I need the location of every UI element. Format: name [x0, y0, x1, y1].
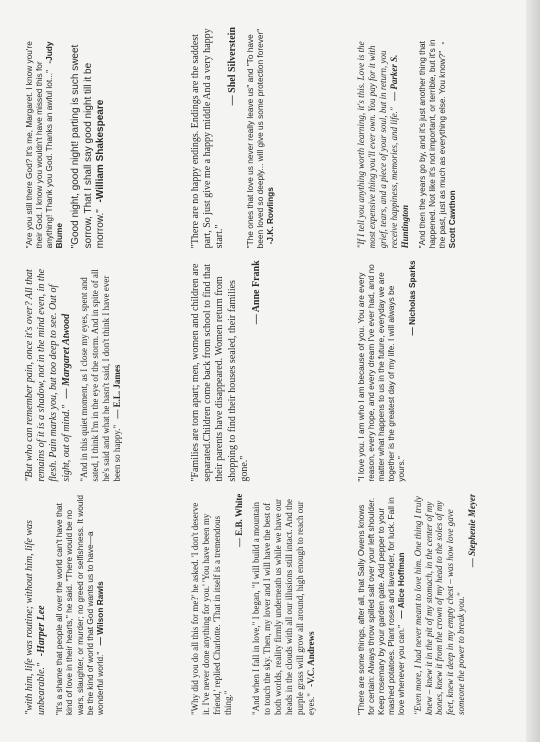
quote-text: "It's a shame that people all over the world can't have that kind of love in their hearts," he said. "There would be no wars, slaughter, or murder; no greed or selfishness. It would be the kind of world that God wants us to have—a wonderful world." [54, 495, 105, 715]
quote-text: "And when I fall in love," I began, "I will build a mountain to touch the sky. Then, my lover and I will have the best of both worlds, reality firmly underneath us while we have our heads in the clouds with all our illusions still intact. And the purple grass will grow all around, high enough to reach our eyes." [250, 499, 316, 715]
quote-text: "If I tell you anything worth learning, it's this. Love is the most expensive thing you'll ever own. You pay for it with grief, tears, and a piece of your soul, but in return, you receive happiness, memories, and life." [356, 41, 399, 249]
quote-text: "There are no happy endings. Endings are the saddest part, So just give me a happy middle And a very happy start." [190, 28, 226, 249]
quote-shakespeare [70, 27, 107, 248]
quote-author: — Wilson Rawls [94, 581, 105, 646]
column-mid [190, 260, 350, 481]
quote-stephenie-meyer [413, 494, 479, 715]
column-mid-right [24, 27, 184, 248]
quote-text: "Why did you do all this for me?' he asked. 'I don't deserve it. I've never done anything for you.' 'You have been my friend,' replied Charlotte. 'That in itself is a tremendous thing." [190, 502, 233, 715]
quote-author: -J.K. Rowlings [264, 187, 275, 245]
scan-edge-shadow [526, 0, 540, 742]
quote-harper-lee [24, 494, 48, 715]
quote-judy-blume [24, 27, 64, 248]
quote-text: "Even more, I had never meant to love him. One thing I truly knew – knew it in the pit of my stomach, in the center of my bones, knew it from the crown of my head to the soles of my feet, knew it deep in my empty chest – was how love gave someone the power to break you." [412, 496, 467, 715]
quote-author: — Anne Frank [250, 260, 262, 325]
quote-eb-white [190, 494, 245, 715]
quote-author: — Margaret Atwood [60, 313, 72, 399]
quote-text: "There are some things, after all, that Sally Owens knows for certain: Always throw spilled salt over your left shoulder. Keep rosemary by your garden gate. Add pepper to your mashed potatoes. Plant roses and lavender, for luck. Fall in love whenever you can." [356, 497, 407, 715]
quote-nicholas-sparks [356, 260, 417, 481]
quote-text: "Families are torn apart; men, women and children are separated.Children come back from school to find that their parents have disappeared. Women return from shopping to find their houses sealed, their families gone." [190, 263, 250, 482]
quote-author: — Stephenie Meyer [467, 493, 478, 568]
quote-scott-cawthon [417, 27, 457, 248]
column-left [190, 494, 350, 715]
quote-author: -Scott Cawthon [437, 41, 458, 249]
quote-margaret-atwood [24, 260, 73, 481]
quote-wilson-rawls [54, 494, 105, 715]
quote-anne-frank [190, 260, 263, 481]
quote-author: -V.C. Andrews [305, 631, 316, 687]
column-mid-left [24, 260, 184, 481]
quote-text: "The ones that love us never really leave us" and "To have been loved so deeply... will give us some protection forever" [244, 28, 265, 249]
quote-author: -William Shakespeare [94, 99, 106, 203]
quote-text: "And in this quiet moment, as I close my eyes, spent and sated, I think I'm in the eye of the storm. And in spite of all he's said and what he hasn't said, I don't think I have ever been so happy." [78, 269, 122, 482]
quote-author: — Parker S. Huntington [388, 54, 410, 249]
quote-author: — Alice Hoffman [396, 552, 407, 619]
column-right [190, 27, 350, 248]
quote-text: "with him, life was routine; without him, life was unbearable." [24, 520, 48, 715]
quote-author: — E.L. James [111, 364, 122, 419]
quote-text: "Are you still there God? It's me, Margaret. I know you're their God. I know you wouldn't have missed this for anything! Thank you God. Thanks an awful lot..." [24, 41, 55, 249]
column-mid [356, 260, 516, 481]
rotated-content [20, 21, 520, 721]
quote-row-middle [190, 27, 350, 715]
quote-text: "And then the years go by, and it's just another thing that happened. Not like it's not important, or terrible, but it's in the past, just as much as everything else. You know?" [416, 39, 448, 249]
column-left [356, 494, 516, 715]
quote-author: — E.B. White [233, 493, 244, 548]
column-left [24, 494, 184, 715]
column-right [356, 27, 516, 248]
quote-vc-andrews [251, 494, 317, 715]
quote-author: — Shel Silverstein [226, 27, 238, 106]
quote-author: -Judy Blume [44, 41, 65, 249]
quote-row-top [24, 27, 184, 715]
quote-text: "Good night, good night! parting is such sweet sorrow, That I shall say good night till it be morrow." [70, 44, 106, 249]
quote-row-bottom [356, 27, 516, 715]
quote-author: — Nicholas Sparks [406, 260, 417, 336]
quote-alice-hoffman [356, 494, 407, 715]
quote-jk-rowlings [245, 27, 275, 248]
quote-shel-silverstein [190, 27, 239, 248]
quote-parker-huntington [356, 27, 411, 248]
quote-author: -Harper Lee [36, 605, 48, 657]
quote-text: "I love you. I am who I am because of you. You are every reason, every hope, and every dream I've ever had, and no matter what happens to us in the future, everyday we are together is the greatest day of my life. I will always be yours." [356, 264, 407, 482]
quote-el-james [79, 260, 123, 481]
quote-text: "But who can remember pain, once it's over? All that remains of it is a shadow, not in the mind even, in the flesh. Pain marks you, but too deep to see. Out of sight, out of mind." [24, 268, 72, 482]
